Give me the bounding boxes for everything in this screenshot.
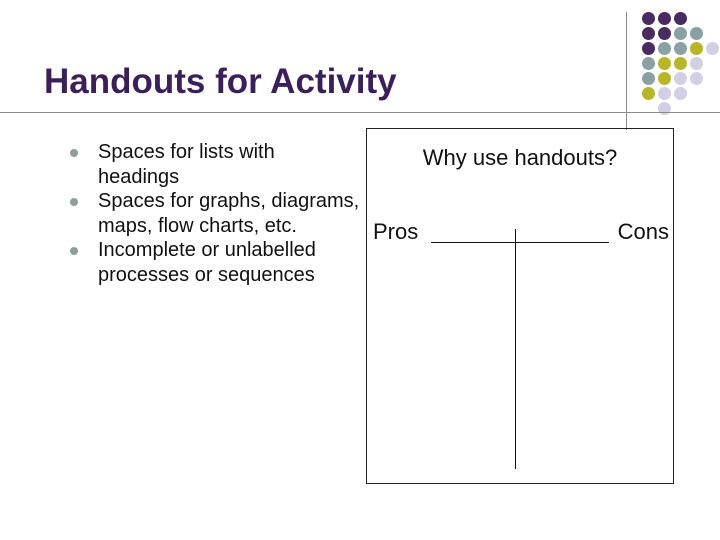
decorative-dot [642,57,655,70]
t-chart-horizontal-line [431,242,609,243]
decorative-dot [690,27,703,40]
bullet-text: Spaces for lists with headings [98,141,275,188]
pros-label: Pros [373,219,419,244]
pros-cons-t-chart [366,128,674,484]
list-item [70,189,360,238]
decorative-dot [642,27,655,40]
decorative-dot [706,42,719,55]
decorative-dot [658,72,671,85]
decorative-dot [674,42,687,55]
decorative-dot [642,42,655,55]
decorative-dot [674,57,687,70]
decorative-dot [690,72,703,85]
decorative-dot [674,27,687,40]
decorative-dot [642,72,655,85]
bullet-list [70,140,360,287]
bullet-icon [70,198,78,206]
decorative-dot [642,87,655,100]
bullet-icon [70,247,78,255]
t-chart-heading: Why use handouts? [422,145,618,170]
decorative-dot [658,87,671,100]
bullet-text: Incomplete or unlabelled processes or sequences [98,239,316,286]
decorative-dot [658,102,671,115]
decorative-dot [642,12,655,25]
decorative-dot [658,42,671,55]
decorative-dot [674,72,687,85]
t-chart-vertical-line [515,229,516,469]
decorative-dot [658,12,671,25]
decorative-dot [674,12,687,25]
title-underline [0,112,720,113]
cons-label: Cons [617,219,669,244]
bullet-text: Spaces for graphs, diagrams, maps, flow charts, etc. [98,190,360,237]
slide-title: Handouts for Activity [44,62,397,101]
list-item [70,140,360,189]
decorative-dot [690,42,703,55]
decorative-dot [674,87,687,100]
list-item [70,238,360,287]
bullet-icon [70,149,78,157]
decorative-dot [690,57,703,70]
decorative-dot [658,57,671,70]
decorative-dot [658,27,671,40]
